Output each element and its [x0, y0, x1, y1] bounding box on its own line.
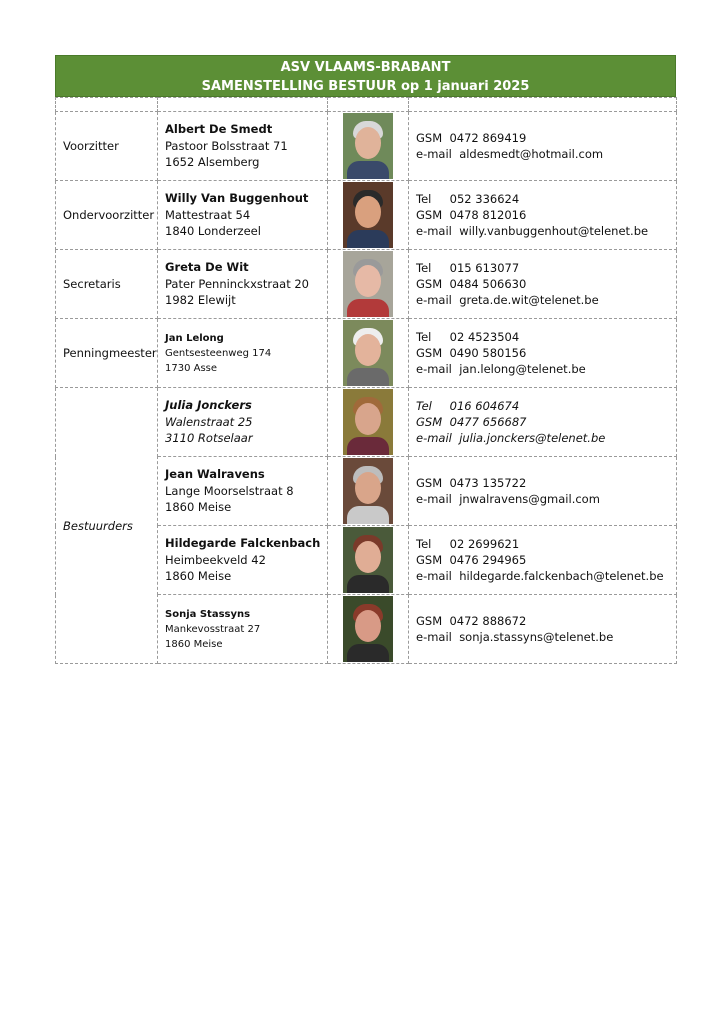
photo-cell [328, 112, 409, 181]
member-photo [343, 320, 393, 386]
member-city: 1860 Meise [165, 500, 232, 515]
member-photo [343, 182, 393, 248]
phone-number: 052 336624 [449, 192, 520, 206]
member-city: 1982 Elewijt [165, 293, 236, 308]
email-address: sonja.stassyns@telenet.be [459, 630, 614, 644]
member-name: Albert De Smedt [165, 122, 273, 137]
contact-label: e-mail [416, 569, 452, 583]
member-name: Jean Walravens [165, 467, 265, 482]
phone-number: 016 604674 [449, 399, 520, 413]
contact-label: e-mail [416, 224, 452, 238]
address-cell [158, 112, 328, 181]
phone-number: 02 2699621 [449, 537, 520, 551]
contact-cell [409, 250, 677, 319]
member-photo [343, 527, 393, 593]
role-label: Bestuurders [56, 388, 158, 664]
address-cell [158, 595, 328, 664]
contact-label: GSM [416, 476, 443, 490]
phone-number: 02 4523504 [449, 330, 520, 344]
member-city: 1652 Alsemberg [165, 155, 260, 170]
contact-label: GSM [416, 346, 443, 360]
member-city: 1860 Meise [165, 638, 223, 650]
photo-cell [328, 250, 409, 319]
board-sheet [55, 55, 676, 664]
phone-number: 0490 580156 [449, 346, 527, 360]
email-address: julia.jonckers@telenet.be [459, 431, 606, 445]
address-cell [158, 388, 328, 457]
member-photo [343, 458, 393, 524]
phone-number: 0473 135722 [449, 476, 527, 490]
role-label: Secretaris [56, 250, 158, 319]
contact-label: Tel [416, 330, 432, 344]
member-name: Julia Jonckers [165, 398, 252, 413]
contact-label: e-mail [416, 431, 452, 445]
address-cell [158, 319, 328, 388]
phone-number: 015 613077 [449, 261, 520, 275]
email-address: hildegarde.falckenbach@telenet.be [459, 569, 664, 583]
address-cell [158, 457, 328, 526]
phone-number: 0476 294965 [449, 553, 527, 567]
contact-label: e-mail [416, 293, 452, 307]
phone-number: 0472 869419 [449, 131, 527, 145]
member-city: 1860 Meise [165, 569, 232, 584]
member-name: Willy Van Buggenhout [165, 191, 309, 206]
contact-label: GSM [416, 131, 443, 145]
contact-cell [409, 595, 677, 664]
phone-number: 0472 888672 [449, 614, 527, 628]
table-row [56, 250, 677, 319]
photo-cell [328, 181, 409, 250]
contact-cell [409, 526, 677, 595]
contact-cell [409, 112, 677, 181]
contact-label: Tel [416, 261, 432, 275]
member-street: Heimbeekveld 42 [165, 552, 266, 567]
member-name: Sonja Stassyns [165, 608, 251, 620]
contact-label: GSM [416, 553, 443, 567]
member-name: Greta De Wit [165, 260, 249, 275]
photo-cell [328, 457, 409, 526]
role-label: Penningmeester [56, 319, 158, 388]
member-street: Pastoor Bolsstraat 71 [165, 138, 288, 153]
contact-cell [409, 319, 677, 388]
role-label: Voorzitter [56, 112, 158, 181]
table-row [56, 112, 677, 181]
spacer-row [56, 98, 677, 112]
photo-cell [328, 526, 409, 595]
member-name: Jan Lelong [165, 332, 224, 344]
member-city: 1840 Londerzeel [165, 224, 261, 239]
member-city: 3110 Rotselaar [165, 431, 253, 446]
member-street: Pater Penninckxstraat 20 [165, 276, 310, 291]
email-address: jan.lelong@telenet.be [459, 362, 586, 376]
address-cell [158, 250, 328, 319]
member-city: 1730 Asse [165, 362, 218, 374]
header-title: ASV VLAAMS-BRABANT [280, 60, 451, 75]
contact-label: e-mail [416, 630, 452, 644]
table-row [56, 319, 677, 388]
phone-number: 0484 506630 [449, 277, 527, 291]
member-street: Lange Moorselstraat 8 [165, 483, 294, 498]
member-street: Mankevosstraat 27 [165, 623, 261, 635]
email-address: jnwalravens@gmail.com [459, 492, 600, 506]
contact-cell [409, 388, 677, 457]
contact-label: e-mail [416, 147, 452, 161]
contact-label: Tel [416, 399, 432, 413]
member-street: Gentsesteenweg 174 [165, 347, 272, 359]
member-photo [343, 389, 393, 455]
contact-cell [409, 181, 677, 250]
role-label: Ondervoorzitter [56, 181, 158, 250]
contact-label: GSM [416, 614, 443, 628]
table-row [56, 181, 677, 250]
phone-number: 0478 812016 [449, 208, 527, 222]
contact-cell [409, 457, 677, 526]
table-row [56, 388, 677, 457]
photo-cell [328, 388, 409, 457]
photo-cell [328, 319, 409, 388]
page-header [55, 55, 676, 97]
contact-label: e-mail [416, 362, 452, 376]
member-photo [343, 251, 393, 317]
email-address: greta.de.wit@telenet.be [459, 293, 599, 307]
contact-label: Tel [416, 192, 432, 206]
email-address: aldesmedt@hotmail.com [459, 147, 604, 161]
email-address: willy.vanbuggenhout@telenet.be [459, 224, 649, 238]
address-cell [158, 526, 328, 595]
phone-number: 0477 656687 [449, 415, 527, 429]
contact-label: e-mail [416, 492, 452, 506]
header-subtitle: SAMENSTELLING BESTUUR op 1 januari 2025 [201, 79, 530, 94]
member-street: Walenstraat 25 [165, 414, 253, 429]
contact-label: GSM [416, 415, 443, 429]
address-cell [158, 181, 328, 250]
member-name: Hildegarde Falckenbach [165, 536, 321, 551]
contact-label: GSM [416, 208, 443, 222]
contact-label: Tel [416, 537, 432, 551]
member-street: Mattestraat 54 [165, 207, 251, 222]
contact-label: GSM [416, 277, 443, 291]
member-photo [343, 596, 393, 662]
member-photo [343, 113, 393, 179]
photo-cell [328, 595, 409, 664]
board-table [55, 97, 677, 664]
